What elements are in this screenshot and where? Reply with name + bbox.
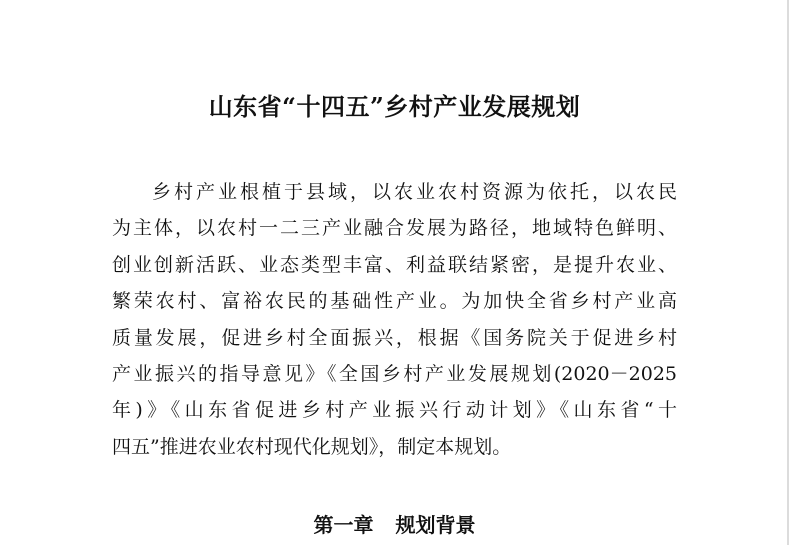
document-title: 山东省“十四五”乡村产业发展规划	[208, 92, 581, 121]
chapter-heading	[0, 510, 789, 540]
paragraph-line: 为主体，以农村一二三产业融合发展为路径，地域特色鲜明、	[112, 217, 677, 240]
paragraph-line: 繁荣农村、富裕农民的基础性产业。为加快全省乡村产业高	[112, 290, 677, 313]
paragraph-line: 产业振兴的指导意见》《全国乡村产业发展规划(2020－2025	[112, 362, 677, 385]
intro-paragraph	[112, 174, 677, 465]
paragraph-line: 创业创新活跃、业态类型丰富、利益联结紧密，是提升农业、	[112, 253, 677, 276]
chapter-number: 第一章	[313, 513, 374, 537]
paragraph-line: 四五”推进农业农村现代化规划》，制定本规划。	[112, 435, 512, 458]
paragraph-line: 年)》《山东省促进乡村产业振兴行动计划》《山东省“十	[112, 399, 677, 422]
paragraph-line: 质量发展，促进乡村全面振兴，根据《国务院关于促进乡村	[112, 326, 677, 349]
paragraph-line: 乡村产业根植于县域，以农业农村资源为依托，以农民	[152, 181, 677, 203]
chapter-title: 规划背景	[395, 513, 476, 537]
